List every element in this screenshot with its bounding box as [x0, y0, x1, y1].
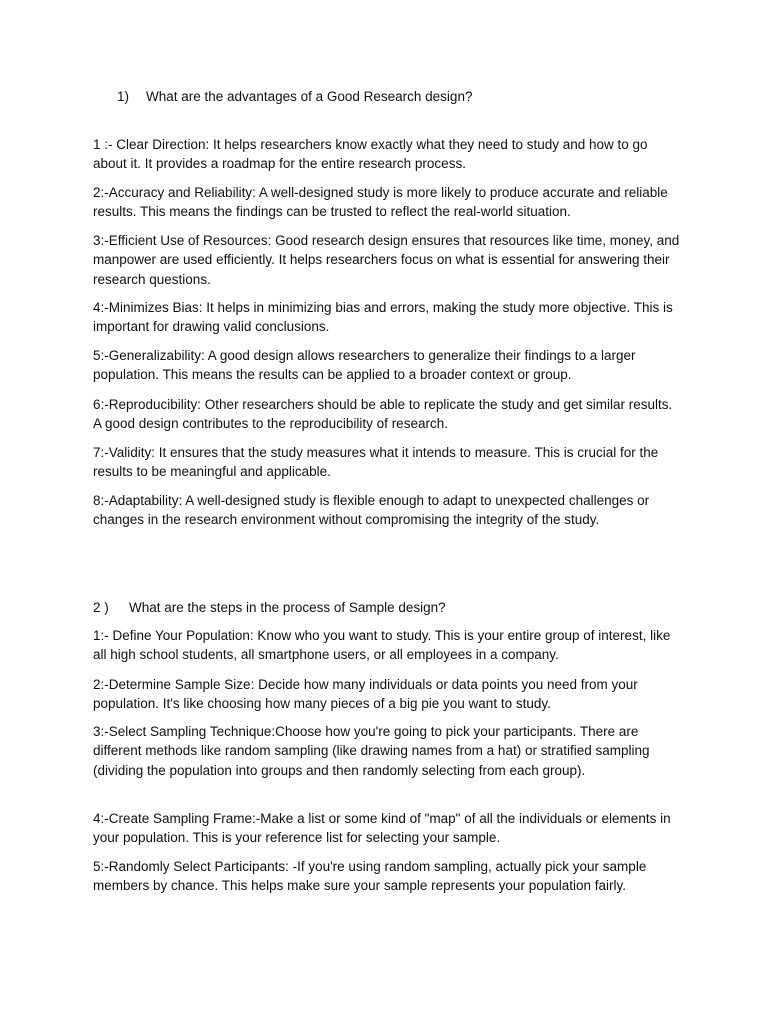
q2-answer-2: 2:-Determine Sample Size: Decide how many individuals or data points you need from your population. It's like choosing how many pieces of a big pie you want to study.: [93, 677, 638, 712]
q2-answer-5: 5:-Randomly Select Participants: -If you're using random sampling, actually pick your sample members by chance. This helps make sure your sample represents your population fairly.: [93, 859, 647, 894]
question-2-title: What are the steps in the process of Sample design?: [129, 600, 446, 615]
question-1-title: What are the advantages of a Good Research design?: [146, 89, 473, 104]
q1-answer-5: 5:-Generalizability: A good design allows researchers to generalize their findings to a larger population. This means the results can be applied to a broader context or group.: [93, 348, 636, 383]
q1-answer-1: 1 :- Clear Direction: It helps researchers know exactly what they need to study and how to go about it. It provides a roadmap for the entire research process.: [93, 137, 648, 172]
q1-answer-2: 2:-Accuracy and Reliability: A well-designed study is more likely to produce accurate and reliable results. This means the findings can be trusted to reflect the real-world situation.: [93, 185, 668, 220]
q2-answer-1: 1:- Define Your Population: Know who you want to study. This is your entire group of interest, like all high school students, all smartphone users, or all employees in a company.: [93, 628, 671, 663]
question-2-heading: [93, 598, 446, 617]
q1-answer-6: 6:-Reproducibility: Other researchers should be able to replicate the study and get similar results. A good design contributes to the reproducibility of research.: [93, 397, 673, 432]
q1-answer-4: 4:-Minimizes Bias: It helps in minimizing bias and errors, making the study more objective. This is important for drawing valid conclusions.: [93, 300, 673, 335]
q2-answer-4: 4:-Create Sampling Frame:-Make a list or some kind of "map" of all the individuals or elements in your population. This is your reference list for selecting your sample.: [93, 811, 671, 846]
q1-answer-3: 3:-Efficient Use of Resources: Good research design ensures that resources like time, money, and manpower are used efficiently. It helps researchers focus on what is essential for answering their research questions.: [93, 233, 680, 287]
q2-answer-3: 3:-Select Sampling Technique:Choose how you're going to pick your participants. There are different methods like random sampling (like drawing names from a hat) or stratified sampling (dividing the population into groups and then randomly selecting from each group).: [93, 724, 650, 778]
question-2-number: 2 ): [93, 600, 109, 615]
question-1-heading: [117, 87, 472, 106]
q1-answer-8: 8:-Adaptability: A well-designed study is flexible enough to adapt to unexpected challenges or changes in the research environment without compromising the integrity of the study.: [93, 493, 650, 528]
question-1-number: 1): [117, 89, 130, 104]
q1-answer-7: 7:-Validity: It ensures that the study measures what it intends to measure. This is crucial for the results to be meaningful and applicable.: [93, 445, 659, 480]
